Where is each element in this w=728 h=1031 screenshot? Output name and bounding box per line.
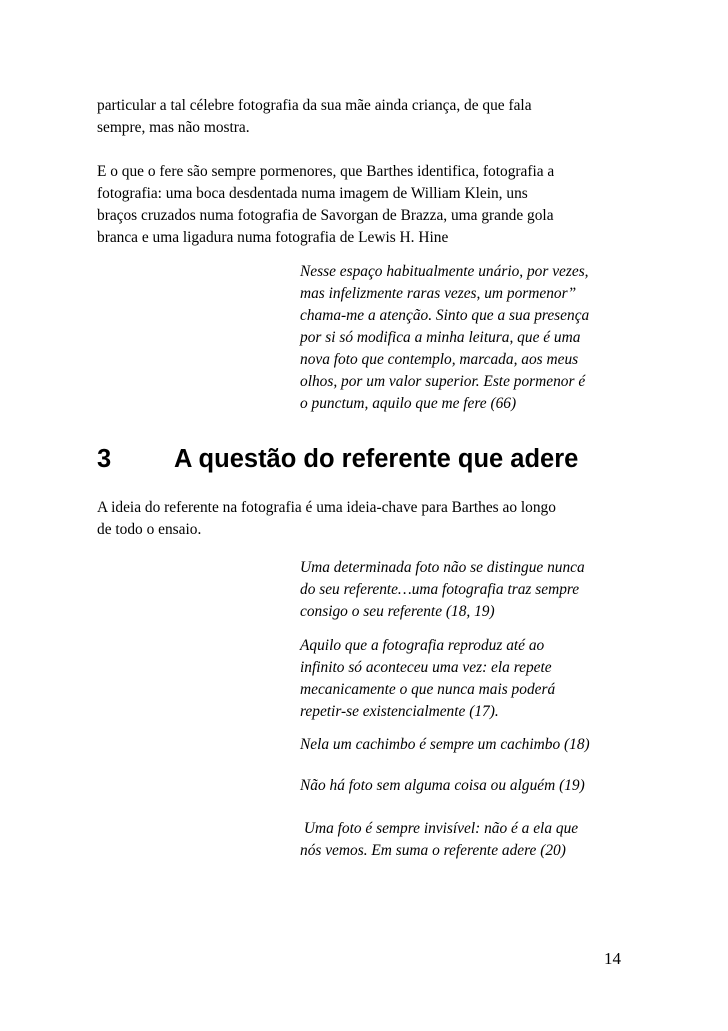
paragraph-punctum-details <box>97 161 637 249</box>
paragraph-referent-intro <box>97 497 637 541</box>
paragraph-line: braços cruzados numa fotografia de Savorgan de Brazza, uma grande gola <box>97 207 554 224</box>
quote-line: do seu referente…uma fotografia traz sempre <box>300 581 580 598</box>
quote-line: Nesse espaço habitualmente unário, por vezes, <box>300 263 589 280</box>
quote-line: Uma determinada foto não se distingue nunca <box>300 559 585 576</box>
quote-line: nós vemos. Em suma o referente adere (20) <box>300 842 566 859</box>
paragraph-line: particular a tal célebre fotografia da sua mãe ainda criança, de que fala <box>97 97 532 114</box>
quote-line: chama-me a atenção. Sinto que a sua presença <box>300 307 590 324</box>
section-number: 3 <box>97 445 112 473</box>
quote-line: Uma foto é sempre invisível: não é a ela que <box>300 820 579 837</box>
quote-line: por si só modifica a minha leitura, que é uma <box>300 329 581 346</box>
paragraph-line: branca e uma ligadura numa fotografia de Lewis H. Hine <box>97 229 449 246</box>
page-number: 14 <box>604 949 621 968</box>
block-quote-pipe <box>300 734 640 756</box>
paragraph-continuation <box>97 95 637 139</box>
block-quote-reproduction <box>300 635 640 723</box>
block-quote-referent <box>300 557 640 623</box>
quote-line: mas infelizmente raras vezes, um pormenor” <box>300 285 577 302</box>
section-heading <box>97 441 578 477</box>
quote-line: consigo o seu referente (18, 19) <box>300 603 495 620</box>
quote-line: olhos, por um valor superior. Este pormenor é <box>300 373 586 390</box>
paragraph-line: A ideia do referente na fotografia é uma ideia-chave para Barthes ao longo <box>97 499 556 516</box>
quote-line: o punctum, aquilo que me fere (66) <box>300 395 517 412</box>
quote-line: Não há foto sem alguma coisa ou alguém (19) <box>300 777 585 794</box>
quote-line: Nela um cachimbo é sempre um cachimbo (18) <box>300 736 590 753</box>
quote-line: mecanicamente o que nunca mais poderá <box>300 681 556 698</box>
block-quote-punctum <box>300 261 640 415</box>
paragraph-line: de todo o ensaio. <box>97 521 202 538</box>
paragraph-line: fotografia: uma boca desdentada numa imagem de William Klein, uns <box>97 185 528 202</box>
paragraph-line: E o que o fere são sempre pormenores, que Barthes identifica, fotografia a <box>97 163 555 180</box>
quote-line: Aquilo que a fotografia reproduz até ao <box>300 637 545 654</box>
quote-line: infinito só aconteceu uma vez: ela repete <box>300 659 552 676</box>
section-title: A questão do referente que adere <box>174 445 579 473</box>
block-quote-invisible <box>300 818 640 862</box>
quote-line: nova foto que contemplo, marcada, aos meus <box>300 351 579 368</box>
quote-line: repetir-se existencialmente (17). <box>300 703 499 720</box>
block-quote-something-or-someone <box>300 775 640 797</box>
paragraph-line: sempre, mas não mostra. <box>97 119 250 136</box>
